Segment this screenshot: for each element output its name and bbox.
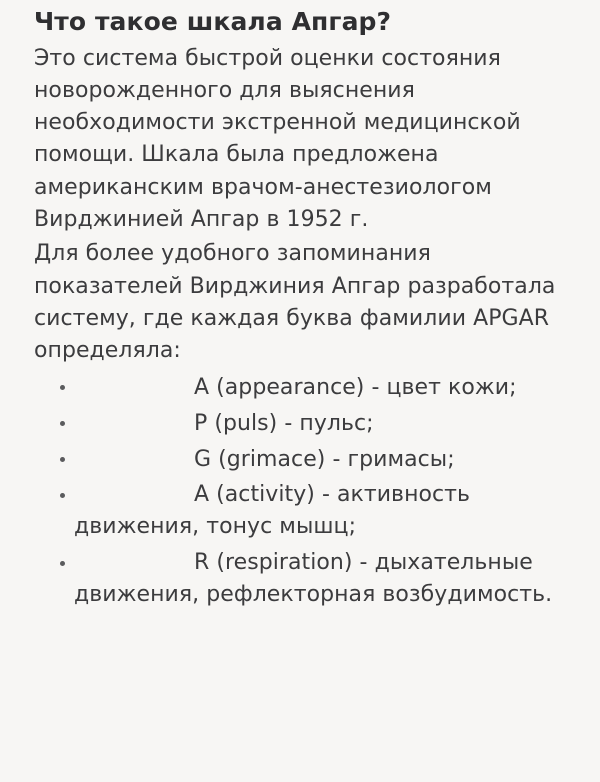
list-item-label: P (puls) - пульс;: [194, 410, 374, 436]
apgar-letters-list: [34, 372, 566, 611]
list-item: [34, 372, 566, 404]
bullet-dot-icon: [60, 457, 65, 462]
bullet-dot-icon: [60, 561, 65, 566]
list-item-label: A (activity) - активность движения, тонус мышц;: [74, 482, 471, 540]
list-item: [34, 547, 566, 611]
list-item: [34, 479, 566, 543]
list-item-label: R (respiration) - дыхательные движения, рефлекторная возбудимость.: [74, 550, 553, 608]
bullet-dot-icon: [60, 421, 65, 426]
paragraph-1: Это система быстрой оценки состояния новорожденного для выяснения необходимости экстренной медицинской помощи. Шкала была предложена американским врачом-анестезиологом Вирджинией Апгар в 1952 г.: [34, 45, 521, 233]
page-title: Что такое шкала Апгар?: [34, 7, 392, 36]
list-item: [34, 408, 566, 440]
paragraph-2: Для более удобного запоминания показателей Вирджиния Апгар разработала систему, где каждая буква фамилии APGAR определяла:: [34, 241, 556, 364]
list-item-label: G (grimace) - гримасы;: [194, 446, 455, 472]
list-item-label: A (appearance) - цвет кожи;: [194, 374, 517, 400]
list-item: [34, 444, 566, 476]
bullet-dot-icon: [60, 385, 65, 390]
bullet-dot-icon: [60, 493, 65, 498]
